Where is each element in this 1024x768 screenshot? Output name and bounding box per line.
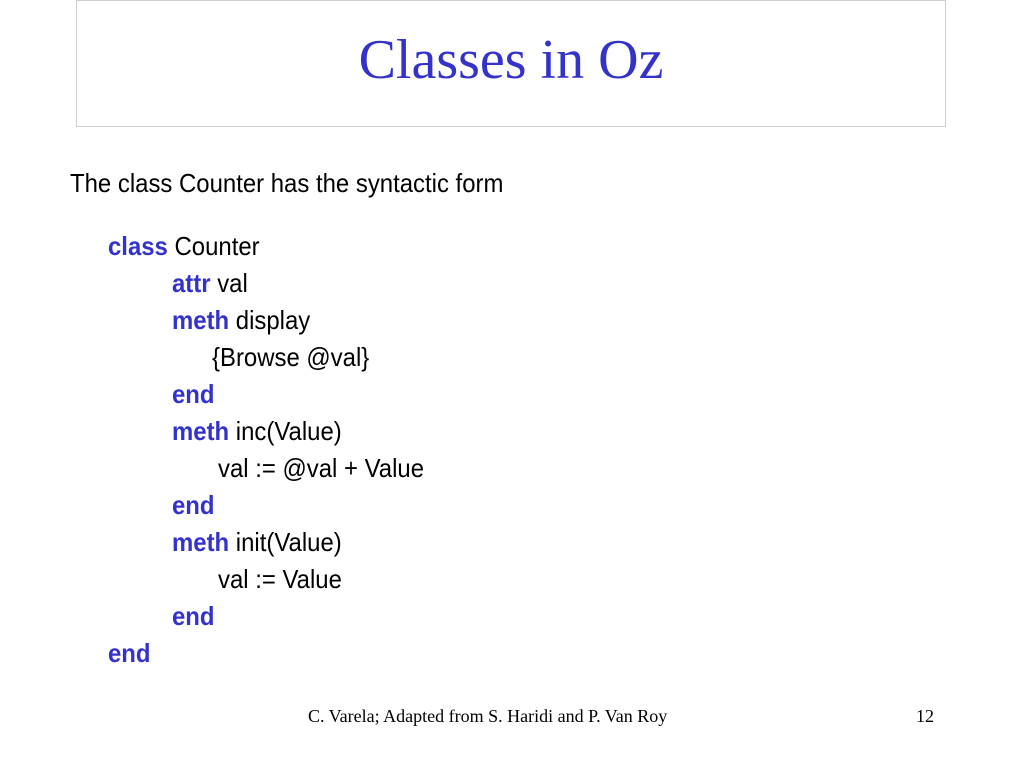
intro-text: The class Counter has the syntactic form [70,168,504,198]
code-text: display [229,305,311,335]
code-line [172,527,342,558]
code-line [172,601,215,632]
code-text: val [210,268,248,298]
code-text: Counter [167,231,260,261]
code-line [172,416,342,447]
code-line [172,490,215,521]
code-line [218,564,342,595]
code-text: init(Value) [229,527,342,557]
code-text: val := Value [218,564,342,594]
code-keyword: end [172,379,215,409]
slide-title: Classes in Oz [358,28,664,91]
title-box [76,0,946,127]
page-number: 12 [916,706,934,726]
footer-credit: C. Varela; Adapted from S. Haridi and P. Van Roy [308,706,668,726]
code-keyword: end [172,601,215,631]
code-line [172,268,248,299]
code-keyword: end [108,638,151,668]
code-line [108,638,151,669]
code-keyword: class [108,231,168,261]
code-line [212,342,369,373]
code-line [108,231,260,262]
code-text: inc(Value) [229,416,342,446]
code-keyword: meth [172,305,230,335]
code-line [172,305,310,336]
code-line [172,379,215,410]
code-keyword: meth [172,527,230,557]
code-text: val := @val + Value [218,453,425,483]
code-keyword: meth [172,416,230,446]
code-keyword: end [172,490,215,520]
code-keyword: attr [172,268,211,298]
code-text: {Browse @val} [212,342,370,372]
code-line [218,453,424,484]
